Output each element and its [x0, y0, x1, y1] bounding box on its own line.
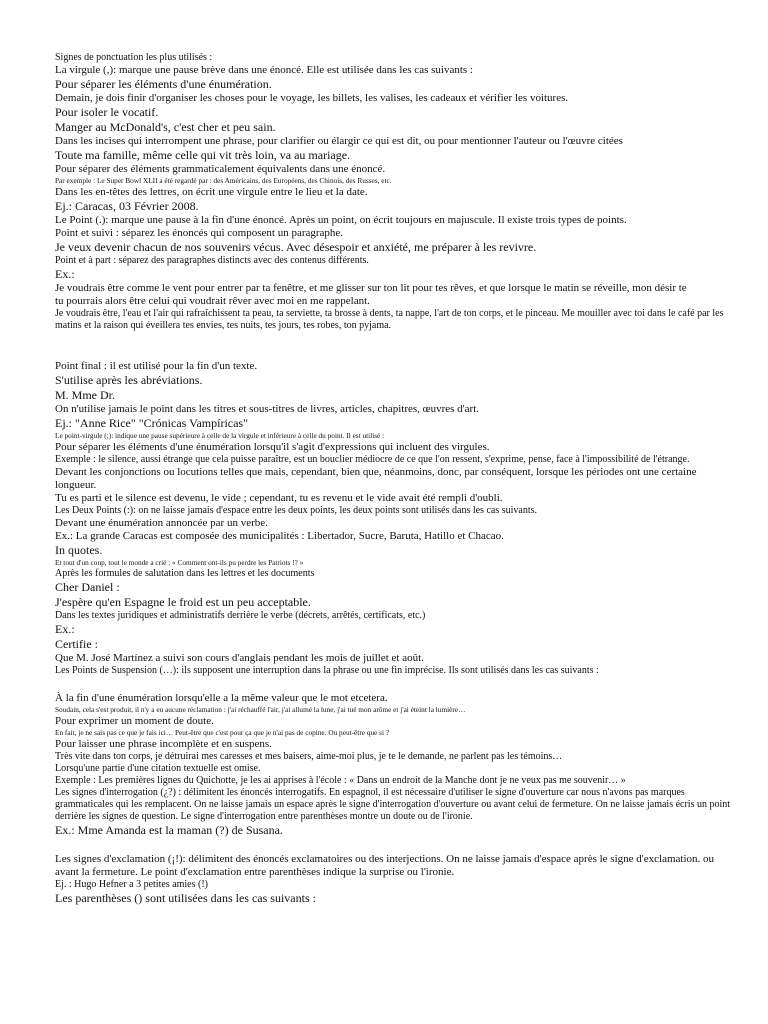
- text-line: In quotes.: [55, 543, 103, 557]
- text-line: Cher Daniel :: [55, 580, 120, 594]
- text-line: Les parenthèses () sont utilisées dans les cas suivants :: [55, 891, 316, 905]
- text-line: Dans les en-têtes des lettres, on écrit une virgule entre le lieu et la date.: [55, 186, 368, 198]
- text-line: Signes de ponctuation les plus utilisés :: [55, 52, 213, 63]
- text-line: J'espère qu'en Espagne le froid est un peu acceptable.: [55, 595, 311, 609]
- text-line: Manger au McDonald's, c'est cher et peu sain.: [55, 120, 276, 134]
- text-line: tu pourrais alors être celui qui voudrait rêver avec moi en me rappelant.: [55, 295, 370, 307]
- text-line: Pour isoler le vocatif.: [55, 105, 159, 119]
- section-gap: [55, 838, 735, 853]
- text-line: Exemple : Les premières lignes du Quichotte, je les ai apprises à l'école : « Dans un endroit de la Manche dont je ne veux pas me souvenir… »: [55, 775, 626, 786]
- text-line: Ex.: Mme Amanda est la maman (?) de Susana.: [55, 823, 283, 837]
- text-line: À la fin d'une énumération lorsqu'elle a la même valeur que le mot etcetera.: [55, 692, 388, 704]
- text-line: Très vite dans ton corps, je détruirai mes caresses et mes baisers, aime-moi plus, je te le demande, ne parlent pas les témoins…: [55, 751, 563, 762]
- exclamation-and-parentheses-section: [55, 853, 735, 906]
- text-line: Après les formules de salutation dans les lettres et les documents: [55, 568, 315, 579]
- text-line: La virgule (,): marque une pause brève dans une énoncé. Elle est utilisée dans les cas suivants :: [55, 64, 473, 76]
- text-line: Devant une énumération annoncée par un verbe.: [55, 517, 268, 529]
- text-line: Et tout d'un coup, tout le monde a crié : « Comment ont-ils pu perdre les Patriots !? »: [55, 558, 304, 567]
- text-line: Lorsqu'une partie d'une citation textuelle est omise.: [55, 763, 261, 774]
- text-line: Que M. José Martínez a suivi son cours d'anglais pendant les mois de juillet et août.: [55, 652, 424, 664]
- text-line: Ex.:: [55, 622, 75, 636]
- text-line: Tu es parti et le silence est devenu, le vide ; cependant, tu es revenu et le vide avait été rempli d'oubli.: [55, 492, 503, 504]
- text-line: Je veux devenir chacun de nos souvenirs vécus. Avec désespoir et anxiété, me préparer à les revivre.: [55, 240, 537, 254]
- text-line: Pour séparer des éléments grammaticalement équivalents dans une énoncé.: [55, 163, 386, 175]
- text-line: Devant les conjonctions ou locutions telles que mais, cependant, bien que, néanmoins, donc, par conséquent, lorsque les périodes ont une certaine longueur.: [55, 466, 697, 491]
- text-line: Les signes d'interrogation (¿?) : délimitent les énoncés interrogatifs. En espagnol, il est nécessaire d'utiliser le signe d'ouverture car nous n'avons pas marques grammaticales qui les remplacent. On ne laisse jamais un espace après le signe d'interrogation d'ouverture ou avant celui de fermeture. On ne laisse jamais écris un point derrière les signes de question. Le signe d'interrogation entre parenthèses montre un doute ou de l'ironie.: [55, 787, 731, 822]
- text-line: Je voudrais être, l'eau et l'air qui rafraîchissent ta peau, ta serviette, ta brosse à dents, ta nappe, l'art de ton corps, et le pinceau. Me mouiller avec toi dans le café par les matins et la raison qui éveillera tes envies, tes nuits, tes jours, tes robes, ton pyjama.: [55, 308, 724, 331]
- text-line: Ex.:: [55, 267, 75, 281]
- text-line: Point final : il est utilisé pour la fin d'un texte.: [55, 360, 258, 372]
- final-point-semicolon-colon-section: [55, 360, 735, 677]
- text-line: Les signes d'exclamation (¡!): délimitent des énoncés exclamatoires ou des interjections. On ne laisse jamais d'espace après le signe d'exclamation. ou avant la fermeture. Le point d'exclamation entre parenthèses indique la surprise ou l'ironie.: [55, 853, 715, 878]
- text-line: M. Mme Dr.: [55, 388, 115, 402]
- text-line: Par exemple : Le Super Bowl XLII a été regardé par : des Américains, des Européens, des Chinois, des Russes, etc.: [55, 176, 392, 185]
- text-line: Pour séparer les éléments d'une énumération lorsqu'il s'agit d'expressions qui incluent des virgules.: [55, 441, 490, 453]
- document-page: [55, 52, 735, 906]
- text-line: Point et suivi : séparez les énoncés qui composent un paragraphe.: [55, 227, 344, 239]
- text-line: Demain, je dois finir d'organiser les choses pour le voyage, les billets, les valises, les cadeaux et vérifier les voitures.: [55, 92, 569, 104]
- text-line: Dans les incises qui interrompent une phrase, pour clarifier ou élargir ce qui est dit, ou pour mentionner l'auteur ou l'œuvre citées: [55, 135, 623, 147]
- text-line: Certifie :: [55, 637, 98, 651]
- text-line: Soudain, cela s'est produit, il n'y a eu aucune réclamation : j'ai réchauffé l'air, j'ai allumé la lune, j'ai tué mon arôme et j'ai éteint la lumière…: [55, 705, 466, 714]
- text-line: Ej. : Hugo Hefner a 3 petites amies (!): [55, 879, 209, 890]
- text-line: Dans les textes juridiques et administratifs derrière le verbe (décrets, arrêtés, certificats, etc.): [55, 610, 426, 621]
- section-gap: [55, 677, 735, 692]
- section-gap: [55, 332, 735, 360]
- text-line: Pour séparer les éléments d'une énumération.: [55, 77, 272, 91]
- text-line: Les Points de Suspension (…): ils supposent une interruption dans la phrase ou une fin imprécise. Ils sont utilisés dans les cas suivants :: [55, 665, 599, 676]
- text-line: S'utilise après les abréviations.: [55, 373, 203, 387]
- comma-and-point-section: [55, 52, 735, 332]
- text-line: On n'utilise jamais le point dans les titres et sous-titres de livres, articles, chapitres, œuvres d'art.: [55, 403, 479, 415]
- text-line: Toute ma famille, même celle qui vit très loin, va au mariage.: [55, 148, 351, 162]
- text-line: Ex.: La grande Caracas est composée des municipalités : Libertador, Sucre, Baruta, Hatillo et Chacao.: [55, 530, 504, 542]
- text-line: Le Point (.): marque une pause à la fin d'une énoncé. Après un point, on écrit toujours en majuscule. Il existe trois types de points.: [55, 214, 627, 226]
- text-line: Les Deux Points (:): on ne laisse jamais d'espace entre les deux points, les deux points sont utilisés dans les cas suivants.: [55, 505, 537, 516]
- text-line: Point et à part : séparez des paragraphes distincts avec des contenus différents.: [55, 255, 369, 266]
- text-line: Je voudrais être comme le vent pour entrer par ta fenêtre, et me glisser sur ton lit pour tes rêves, et que lorsque le matin se réveille, mon désir te: [55, 282, 687, 294]
- text-line: Ej.: Caracas, 03 Février 2008.: [55, 199, 199, 213]
- text-line: Ej.: "Anne Rice" "Crónicas Vampíricas": [55, 416, 248, 430]
- text-line: Le point-virgule (;): indique une pause supérieure à celle de la virgule et inférieure à celle du point. Il est utilisé :: [55, 431, 385, 440]
- text-line: Pour laisser une phrase incomplète et en suspens.: [55, 738, 272, 750]
- text-line: En fait, je ne sais pas ce que je fais ici… Peut-être que c'est pour ça que je n'ai pas de copine. Ou peut-être que si ?: [55, 728, 390, 737]
- text-line: Pour exprimer un moment de doute.: [55, 715, 214, 727]
- suspension-and-question-section: [55, 692, 735, 838]
- text-line: Exemple : le silence, aussi étrange que cela puisse paraître, est un bouclier médiocre de ce que l'on ressent, s'exprime, pense, face à l'impossibilité de l'étrange.: [55, 454, 690, 465]
